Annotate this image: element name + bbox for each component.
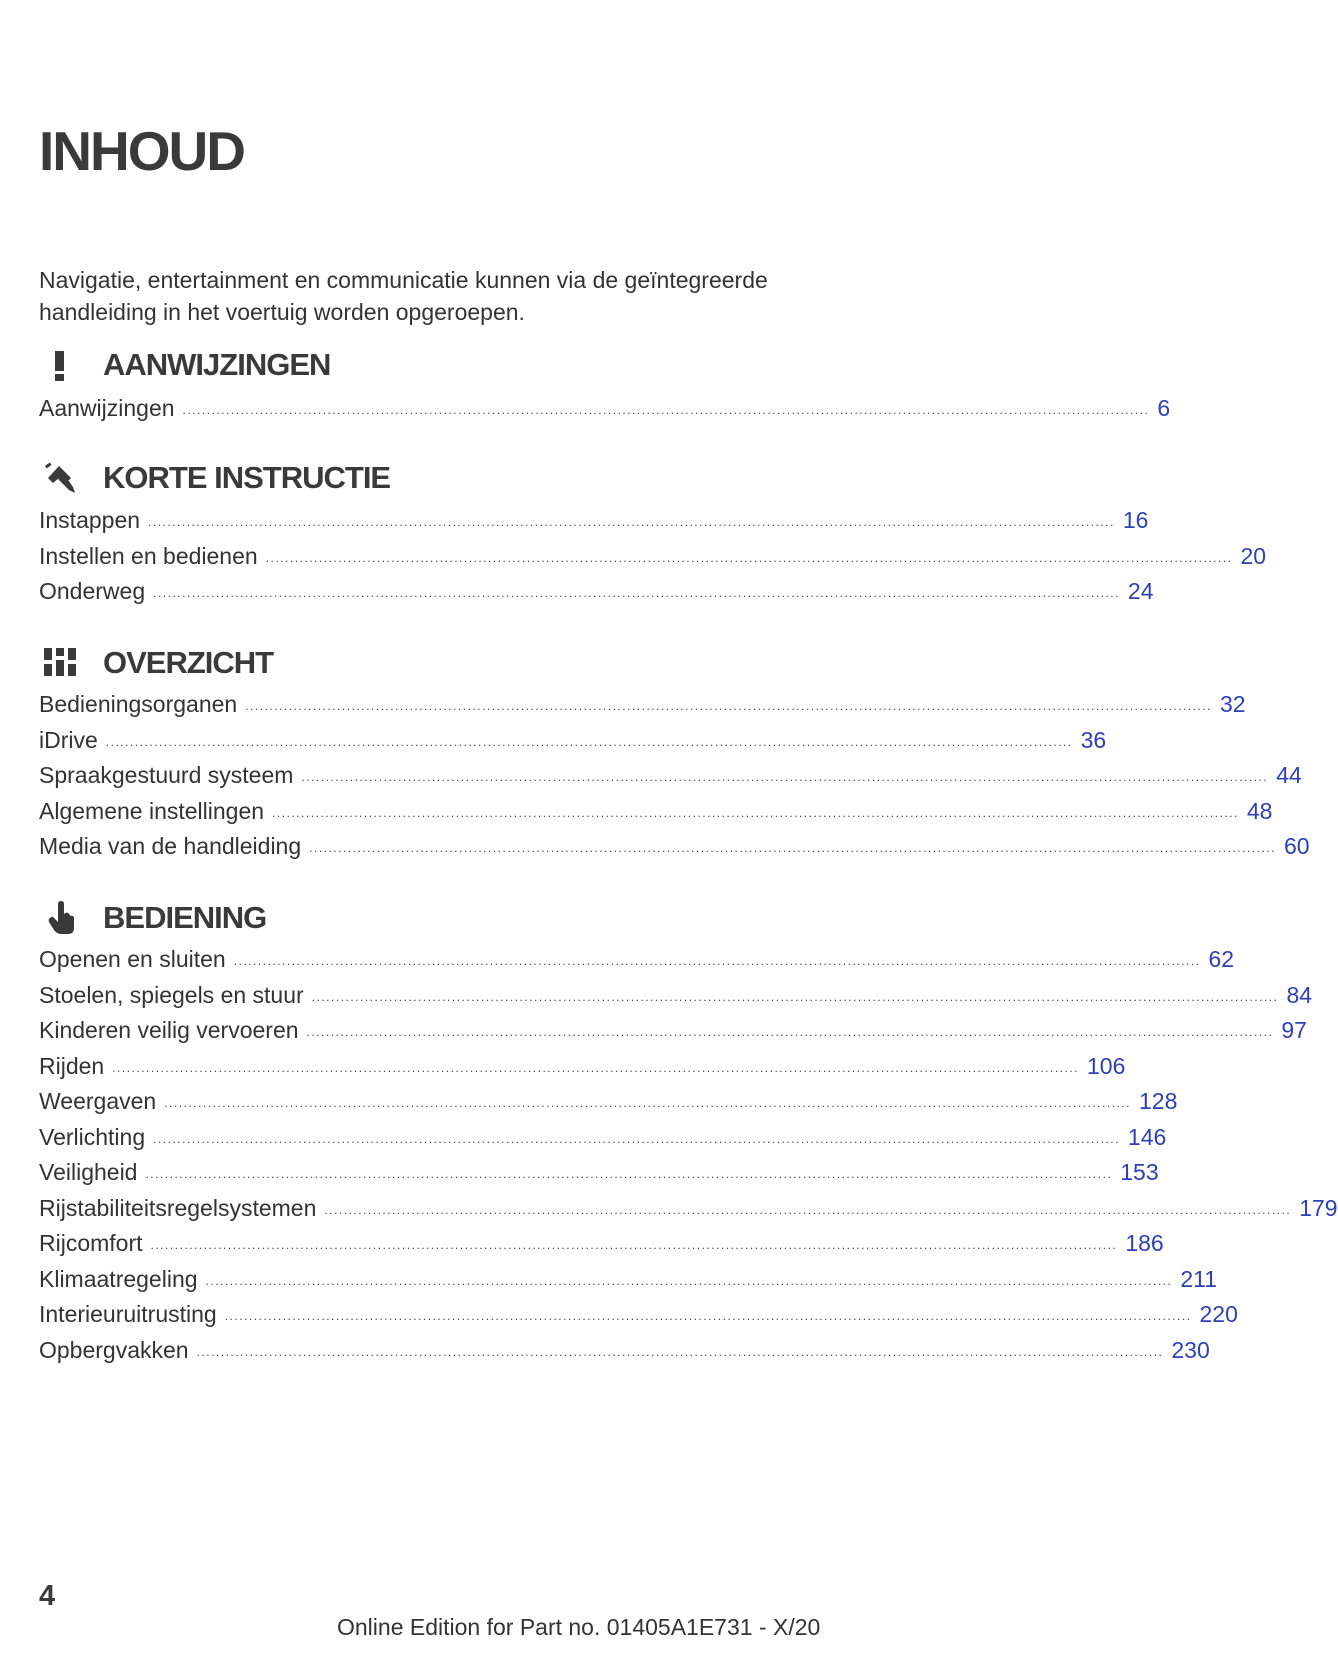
section-heading: BEDIENING [103, 900, 267, 935]
toc-page-link[interactable]: 220 [1199, 1301, 1238, 1327]
toc-entry[interactable] [39, 1332, 1210, 1368]
toc-page-link[interactable]: 128 [1139, 1088, 1178, 1114]
toc-entry[interactable] [39, 1190, 1338, 1226]
intro-text: Navigatie, entertainment en communicatie kunnen via de geïntegreerde handleiding in het voertuig worden opgeroepen. [39, 267, 768, 325]
toc-entry-label: Rijcomfort [39, 1230, 143, 1256]
toc-entry-label: Openen en sluiten [39, 946, 226, 972]
section-bediening [39, 897, 833, 937]
section-heading: OVERZICHT [103, 645, 274, 680]
toc-page-link[interactable]: 186 [1125, 1230, 1164, 1256]
dot-leader: ........................................................................................................................................................................................................ [309, 841, 1276, 855]
exclamation-icon [39, 344, 85, 384]
toc-entry-label: Verlichting [39, 1124, 146, 1150]
toc-page-link[interactable]: 20 [1240, 543, 1267, 569]
page-number: 4 [39, 1580, 56, 1612]
toc-entry[interactable] [39, 686, 1246, 722]
toc-entry[interactable] [39, 757, 1302, 793]
toc-entry[interactable] [39, 1261, 1217, 1297]
dot-leader: ........................................................................................................................................................................................................ [148, 515, 1115, 529]
toc-entry[interactable] [39, 941, 1235, 977]
toc-entry-label: Veiligheid [39, 1159, 138, 1185]
toc-entry[interactable] [39, 1225, 1164, 1261]
dot-leader: ........................................................................................................................................................................................................ [272, 806, 1239, 820]
dot-leader: ........................................................................................................................................................................................................ [105, 735, 1073, 749]
toc-page-link[interactable]: 32 [1220, 691, 1246, 717]
dot-leader: ........................................................................................................................................................................................................ [182, 403, 1150, 417]
toc-entry-label: Algemene instellingen [39, 798, 265, 824]
toc-entry[interactable] [39, 390, 1171, 426]
dot-leader: ........................................................................................................................................................................................................ [265, 551, 1233, 565]
toc-entry[interactable] [39, 502, 1149, 538]
section-heading: AANWIJZINGEN [103, 347, 331, 382]
toc-entry-label: Onderweg [39, 578, 146, 604]
toc-entry-label: Spraakgestuurd systeem [39, 762, 294, 788]
toc-page-link[interactable]: 97 [1281, 1017, 1307, 1043]
toc-entry[interactable] [39, 573, 1154, 609]
toc-entry-label: Stoelen, spiegels en stuur [39, 982, 304, 1008]
toc-page-link[interactable]: 62 [1208, 946, 1235, 972]
toc-page-link[interactable]: 179 [1299, 1195, 1338, 1221]
grid-icon [39, 642, 85, 682]
page-title: INHOUD [39, 120, 244, 182]
toc-entry[interactable] [39, 977, 1313, 1013]
dot-leader: ........................................................................................................................................................................................................ [224, 1309, 1192, 1323]
toc-page-link[interactable]: 36 [1080, 727, 1107, 753]
dot-leader: ........................................................................................................................................................................................................ [245, 699, 1213, 713]
dot-leader: ........................................................................................................................................................................................................ [324, 1203, 1292, 1217]
toc-entry-label: iDrive [39, 727, 98, 753]
toc-entry[interactable] [39, 828, 1310, 864]
dot-leader: ........................................................................................................................................................................................................ [153, 1132, 1120, 1146]
toc-page-link[interactable]: 211 [1180, 1266, 1217, 1292]
dot-leader: ........................................................................................................................................................................................................ [112, 1061, 1080, 1075]
dot-leader: ........................................................................................................................................................................................................ [145, 1167, 1113, 1181]
toc-page-link[interactable]: 106 [1087, 1053, 1126, 1079]
toc-entry-label: Rijden [39, 1053, 105, 1079]
toc-entry-label: Rijstabiliteitsregelsystemen [39, 1195, 317, 1221]
toc-page-link[interactable]: 48 [1246, 798, 1273, 824]
dot-leader: ........................................................................................................................................................................................................ [233, 954, 1201, 968]
toc-entry-label: Klimaatregeling [39, 1266, 198, 1292]
hand-pointer-icon [39, 897, 85, 937]
toc-page-link[interactable]: 6 [1157, 395, 1171, 421]
dot-leader: ........................................................................................................................................................................................................ [164, 1096, 1131, 1110]
toc-page-link[interactable]: 24 [1127, 578, 1154, 604]
dot-leader: ........................................................................................................................................................................................................ [196, 1345, 1164, 1359]
toc-page-link[interactable]: 60 [1283, 833, 1310, 859]
dot-leader: ........................................................................................................................................................................................................ [153, 586, 1120, 600]
section-aanwijzingen [39, 344, 833, 384]
toc-entry[interactable] [39, 1154, 1159, 1190]
toc-entry-label: Kinderen veilig vervoeren [39, 1017, 299, 1043]
toc-page-link[interactable]: 44 [1276, 762, 1302, 788]
toc-page-link[interactable]: 84 [1286, 982, 1313, 1008]
toc-entry[interactable] [39, 1296, 1238, 1332]
pin-icon [39, 457, 85, 497]
toc-entry[interactable] [39, 1048, 1126, 1084]
toc-entry[interactable] [39, 538, 1267, 574]
toc-page-link[interactable]: 230 [1171, 1337, 1210, 1363]
section-korte-instructie [39, 457, 833, 497]
dot-leader: ........................................................................................................................................................................................................ [205, 1274, 1173, 1288]
toc-entry[interactable] [39, 793, 1273, 829]
toc-entry[interactable] [39, 722, 1107, 758]
footer-edition: Online Edition for Part no. 01405A1E731 - X/20 [337, 1614, 821, 1640]
toc-entry-label: Opbergvakken [39, 1337, 189, 1363]
toc-entry-label: Instappen [39, 507, 141, 533]
section-overzicht [39, 642, 833, 682]
toc-entry[interactable] [39, 1012, 1307, 1048]
toc-entry[interactable] [39, 1083, 1178, 1119]
toc-entry-label: Weergaven [39, 1088, 157, 1114]
toc-entry-label: Instellen en bedienen [39, 543, 258, 569]
toc-entry-label: Media van de handleiding [39, 833, 302, 859]
section-heading: KORTE INSTRUCTIE [103, 460, 391, 495]
toc-page-link[interactable]: 153 [1120, 1159, 1159, 1185]
dot-leader: ........................................................................................................................................................................................................ [306, 1025, 1274, 1039]
dot-leader: ........................................................................................................................................................................................................ [311, 990, 1279, 1004]
toc-page-link[interactable]: 16 [1122, 507, 1149, 533]
toc-page-link[interactable]: 146 [1127, 1124, 1167, 1150]
toc-entry-label: Bedieningsorganen [39, 691, 238, 717]
toc-entry-label: Interieuruitrusting [39, 1301, 217, 1327]
dot-leader: ........................................................................................................................................................................................................ [301, 770, 1269, 784]
toc-entry-label: Aanwijzingen [39, 395, 175, 421]
toc-entry[interactable] [39, 1119, 1167, 1155]
dot-leader: ........................................................................................................................................................................................................ [150, 1238, 1118, 1252]
